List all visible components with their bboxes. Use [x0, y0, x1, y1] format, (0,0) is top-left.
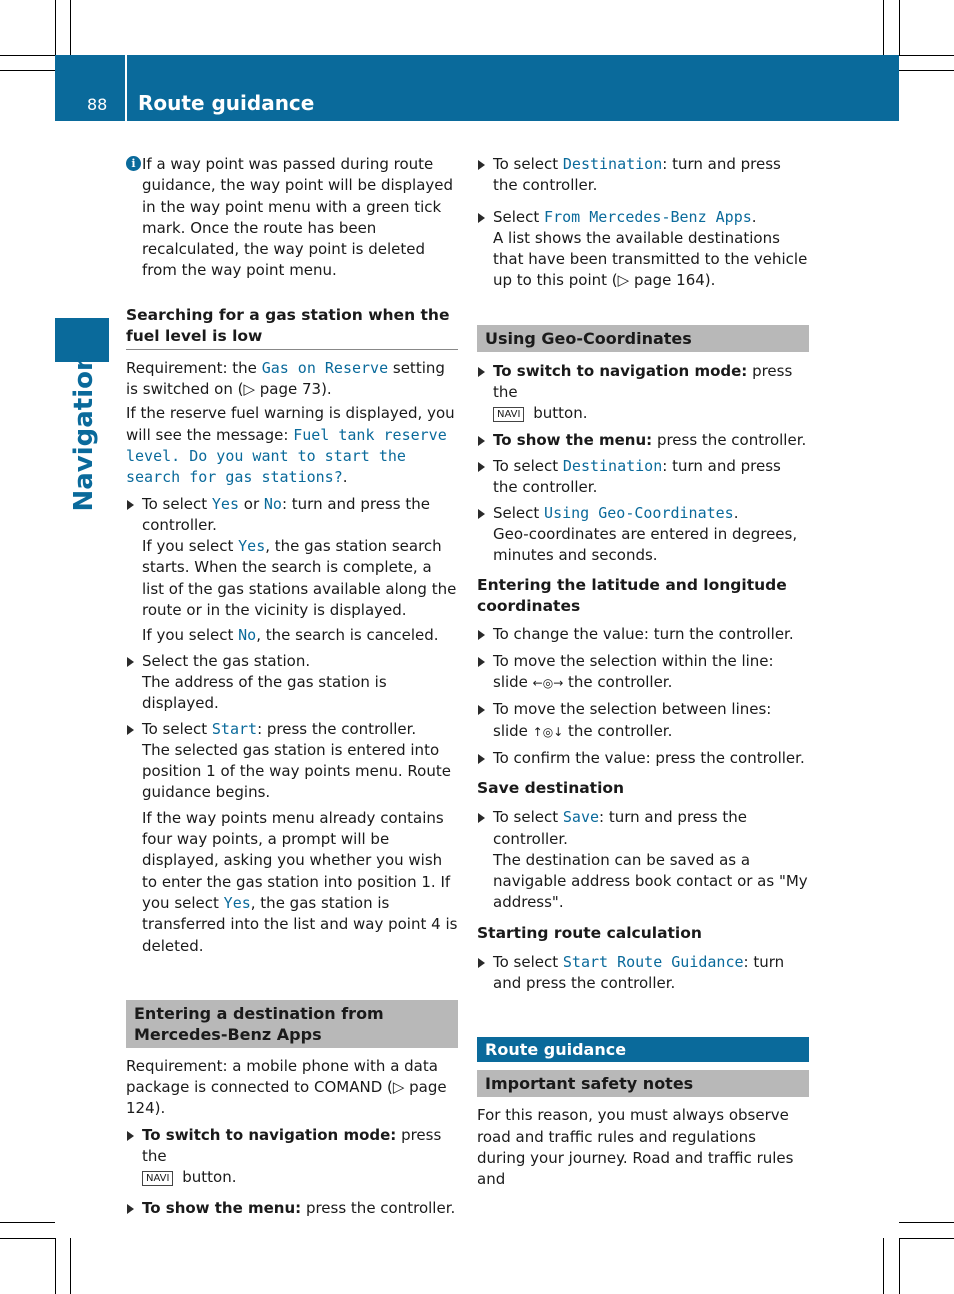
info-text: If a way point was passed during route guidance, the way point will be displayed in the way point menu with a green tick mark. Once the route has been recalculated, the way point is deleted from the way point menu. [142, 155, 454, 280]
crop-mark [899, 0, 900, 55]
list-item: To show the menu: press the controller. [477, 430, 809, 451]
bullet-arrow-icon [478, 509, 485, 519]
controller-left-right-icon: ←◎→ [532, 676, 564, 691]
requirement-text: Requirement: a mobile phone with a data package is connected to COMAND (▷ page 124). [126, 1056, 447, 1118]
list-item: To change the value: turn the controller. [477, 624, 809, 645]
list-item: Select the gas station. The address of the gas station is displayed. [126, 651, 458, 715]
page-title: Route guidance [138, 91, 315, 115]
bullet-arrow-icon [478, 160, 485, 170]
bullet-arrow-icon [127, 657, 134, 667]
warning-text: If the reserve fuel warning is displayed, you will see the message: Fuel tank reserve level. Do you want to start the search for gas stations?. [126, 404, 455, 487]
crop-mark [0, 1222, 55, 1223]
bullet-arrow-icon [127, 1131, 134, 1141]
bullet-arrow-icon [478, 657, 485, 667]
menu-option: Gas on Reserve [261, 358, 389, 377]
side-tab-label: Navigation [69, 352, 99, 512]
save-heading: Save destination [477, 779, 625, 798]
crop-mark [899, 1222, 954, 1223]
start-heading: Starting route calculation [477, 923, 702, 942]
page-number: 88 [87, 95, 108, 114]
bullet-arrow-icon [127, 725, 134, 735]
list-item: To switch to navigation mode: press the NAVI button. [477, 361, 809, 425]
crop-mark [55, 0, 56, 55]
navi-button-icon: NAVI [493, 407, 524, 422]
list-item: To move the selection within the line: slide ←◎→ the controller. [477, 651, 809, 695]
bullet-arrow-icon [478, 705, 485, 715]
list-item: To show the menu: press the controller. [126, 1198, 458, 1219]
gas-station-heading: Searching for a gas station when the fuel level is low [126, 305, 450, 345]
bullet-arrow-icon [478, 630, 485, 640]
list-item: To confirm the value: press the controller. [477, 748, 809, 769]
navi-button-icon: NAVI [142, 1171, 173, 1186]
section-bar-geo: Using Geo-Coordinates [477, 325, 809, 352]
list-item: To select Save: turn and press the controller. The destination can be saved as a navigable address book contact or as "My address". [477, 807, 809, 913]
bullet-arrow-icon [478, 462, 485, 472]
crop-mark [899, 1238, 900, 1294]
list-item: To move the selection between lines: slide ↑◎↓ the controller. [477, 699, 809, 743]
safety-text: For this reason, you must always observe road and traffic rules and regulations during your journey. Road and traffic rules and [477, 1106, 794, 1189]
header-separator [125, 55, 127, 121]
section-bar-apps: Entering a destination from Mercedes-Benz Apps [126, 1000, 458, 1048]
section-bar-route-guidance: Route guidance [477, 1037, 809, 1062]
bullet-arrow-icon [478, 213, 485, 223]
controller-up-down-icon: ↑◎↓ [532, 724, 564, 739]
info-icon: i [126, 156, 141, 171]
bullet-arrow-icon [127, 500, 134, 510]
crop-mark [883, 1238, 884, 1294]
crop-mark [70, 1238, 71, 1294]
bullet-arrow-icon [127, 1204, 134, 1214]
list-item: To select Yes or No: turn and press the controller. If you select Yes, the gas station search starts. When the search is complete, a list of the gas stations available along the route or in the vicinity is displayed. If you select No, the search is canceled. [126, 494, 458, 647]
crop-mark [70, 0, 71, 55]
list-item: Select From Mercedes-Benz Apps. A list shows the available destinations that have been transmitted to the vehicle up to this point (▷ page 164). [477, 207, 809, 292]
bullet-arrow-icon [478, 813, 485, 823]
requirement-text: Requirement: the Gas on Reserve setting is switched on (▷ page 73). [126, 358, 445, 399]
crop-mark [899, 70, 954, 71]
crop-mark [899, 55, 954, 56]
crop-mark [883, 0, 884, 55]
list-item: To select Destination: turn and press the controller. [477, 154, 809, 197]
left-column [126, 154, 458, 1219]
bullet-arrow-icon [478, 436, 485, 446]
latitude-heading: Entering the latitude and longitude coordinates [477, 576, 787, 616]
crop-mark [55, 1238, 56, 1294]
bullet-arrow-icon [478, 958, 485, 968]
section-bar-safety: Important safety notes [477, 1070, 809, 1097]
info-note [126, 154, 458, 282]
list-item: To select Destination: turn and press the controller. [477, 456, 809, 499]
crop-mark [899, 1238, 954, 1239]
right-column [477, 154, 809, 1191]
crop-mark [0, 55, 55, 56]
crop-mark [0, 70, 55, 71]
bullet-arrow-icon [478, 367, 485, 377]
list-item: To switch to navigation mode: press the NAVI button. [126, 1125, 458, 1189]
bullet-arrow-icon [478, 754, 485, 764]
list-item: To select Start: press the controller. The selected gas station is entered into position 1 of the way points menu. Route guidance begins. If the way points menu already contains four way points, a prompt will be displayed, asking you whether you wish to enter the gas station into position 1. If you select Yes, the gas station is transferred into the list and way point 4 is deleted. [126, 719, 458, 957]
crop-mark [0, 1238, 55, 1239]
list-item: Select Using Geo-Coordinates. Geo-coordinates are entered in degrees, minutes and seconds. [477, 503, 809, 567]
display-message: Fuel tank reserve level. Do you want to start the search for gas stations? [126, 425, 447, 487]
list-item: To select Start Route Guidance: turn and press the controller. [477, 952, 809, 995]
